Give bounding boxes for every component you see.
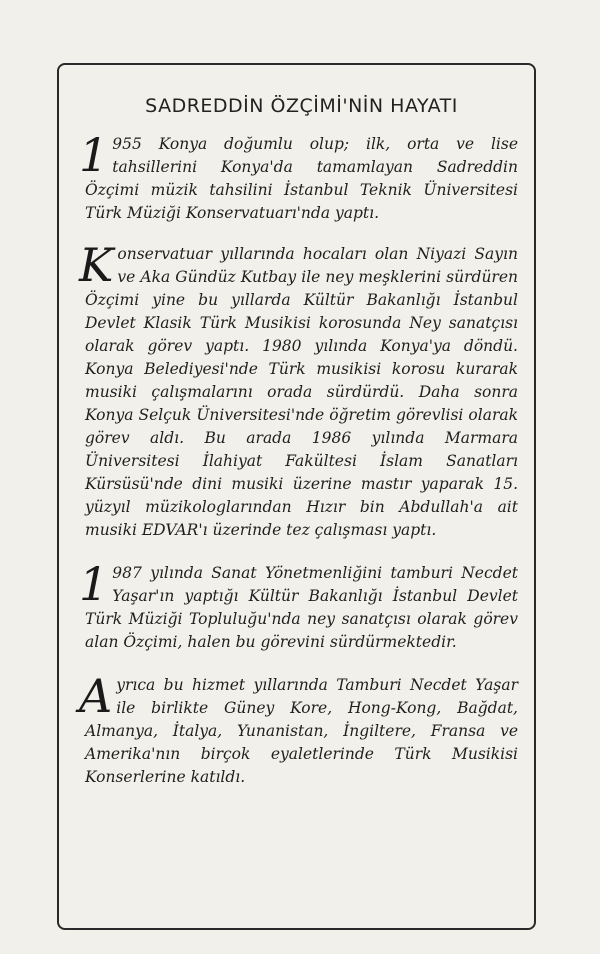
paragraph-birth-education: [79, 128, 518, 225]
paragraph-conservatory: [79, 238, 518, 542]
paragraph-text: yrıca bu hizmet yıllarında Tamburi Necdet Yaşar ile birlikte Güney Kore, Hong-Kong, Bağdat, Almanya, İtalya, Yunanistan, İngiltere, Fransa ve Amerika'nın birçok eyaletlerinde Türk Musikisi Konserlerine katıldı.: [85, 676, 518, 786]
paragraph-text: 987 yılında Sanat Yönetmenliğini tamburi Necdet Yaşar'ın yaptığı Kültür Bakanlığı İstanbul Devlet Türk Müziği Topluluğu'nda ney sanatçısı olarak görev alan Özçimi, halen bu görevini sürdürmektedir.: [85, 564, 518, 651]
paragraph-concerts: [79, 669, 518, 789]
dropcap: 1: [79, 128, 109, 182]
dropcap: A: [79, 669, 113, 723]
dropcap: K: [79, 238, 114, 292]
paragraph-text: 955 Konya doğumlu olup; ilk, orta ve lise tahsillerini Konya'da tamamlayan Sadreddin Özçimi müzik tahsilini İstanbul Teknik Üniversitesi Türk Müziği Konservatuarı'nda yaptı.: [85, 135, 518, 222]
paragraph-text: onservatuar yıllarında hocaları olan Niyazi Sayın ve Aka Gündüz Kutbay ile ney meşklerini sürdüren Özçimi yine bu yıllarda Kültür Bakanlığı İstanbul Devlet Klasik Türk Musikisi korosunda Ney sanatçısı olarak görev yaptı. 1980 yılında Konya'ya döndü. Konya Belediyesi'nde Türk musikisi korosu kurarak musiki çalışmalarını orada sürdürdü. Daha sonra Konya Selçuk Üniversitesi'nde öğretim görevlisi olarak görev aldı. Bu arada 1986 yılında Marmara Üniversitesi İlahiyat Fakültesi İslam Sanatları Kürsüsü'nde dini musiki üzerine mastır yaparak 15. yüzyıl müzikologlarından Hızır bin Abdullah'a ait musiki EDVAR'ı üzerinde tez çalışması yaptı.: [85, 245, 518, 539]
page-title: SADREDDİN ÖZÇİMİ'NİN HAYATI: [145, 95, 458, 117]
paragraph-1987: [79, 557, 518, 654]
bordered-frame: [57, 63, 536, 930]
dropcap: 1: [79, 557, 109, 611]
